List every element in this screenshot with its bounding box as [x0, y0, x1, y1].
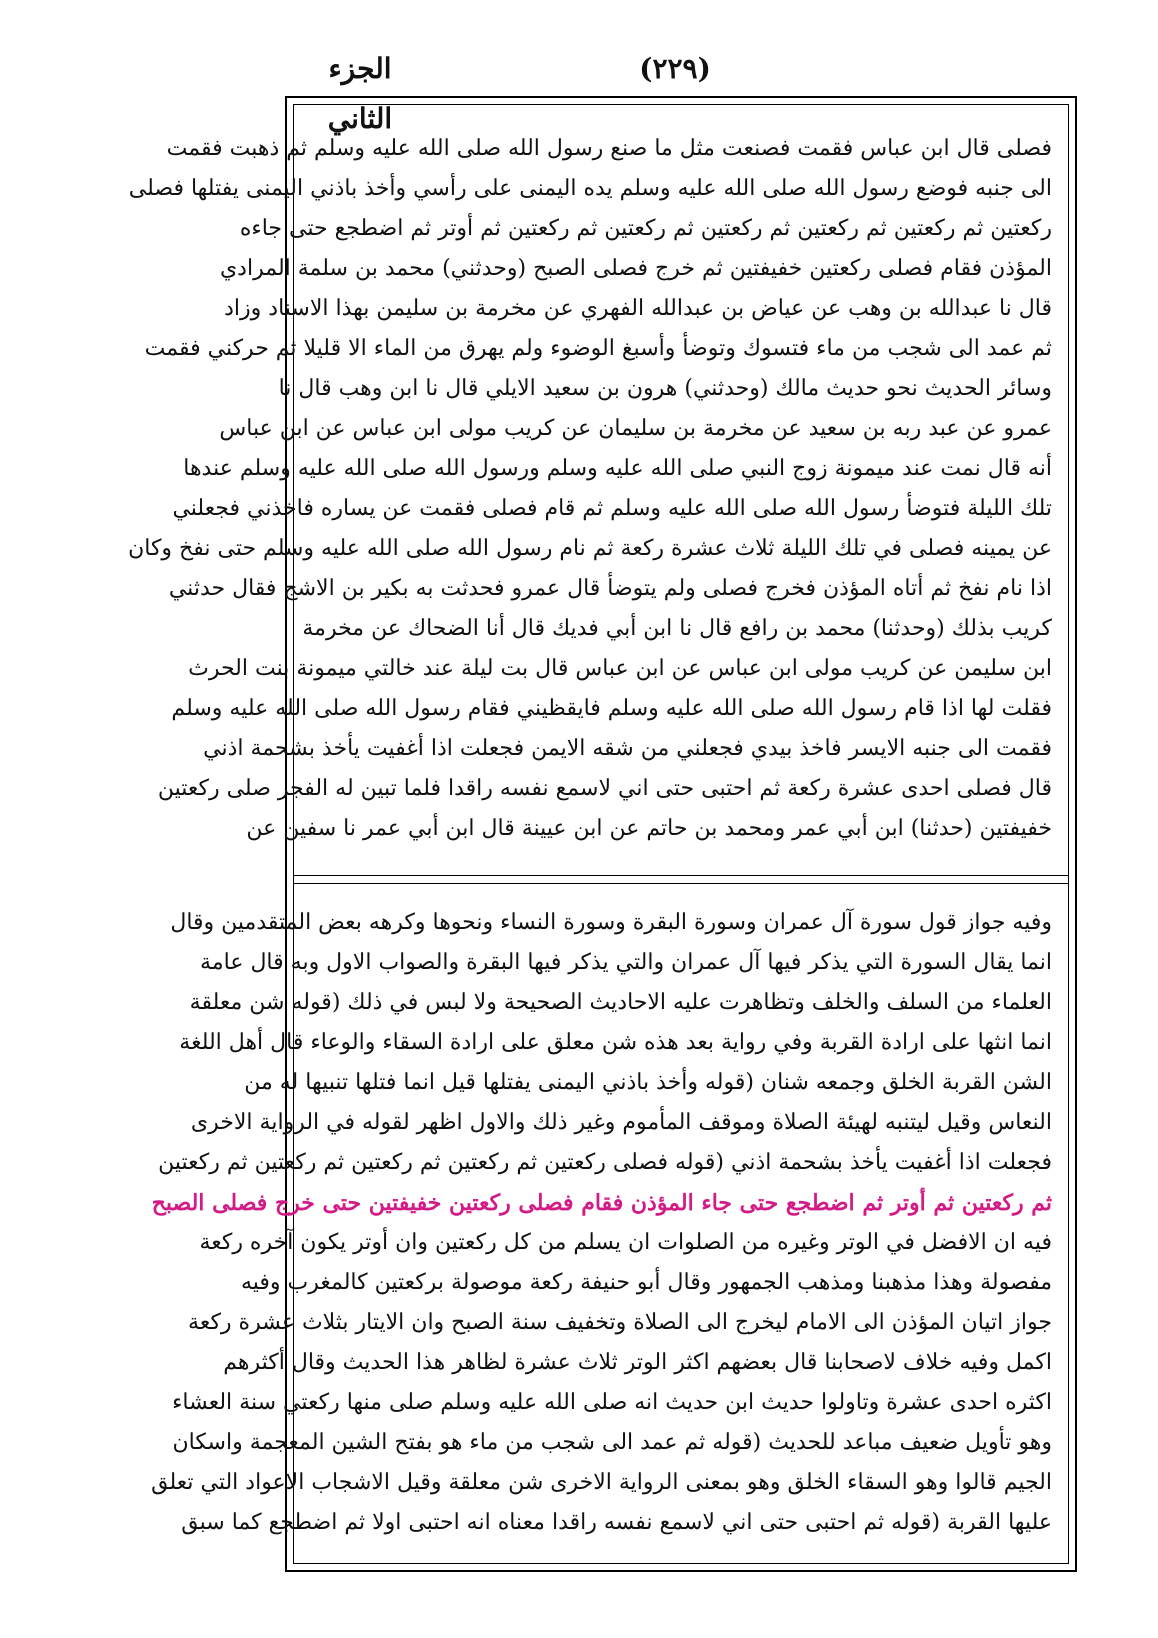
main-text-line: اذا نام نفخ ثم أتاه المؤذن فخرج فصلى ولم يتوضأ قال عمرو فحدثت به بكير بن الاشج فقال حدثني — [168, 576, 1052, 601]
commentary-line: جواز اتيان المؤذن الى الامام ليخرج الى الصلاة وتخفيف سنة الصبح وان الايتار بثلاث عشرة ركعة — [188, 1310, 1052, 1335]
main-text-line: ركعتين ثم ركعتين ثم ركعتين ثم ركعتين ثم ركعتين ثم ركعتين ثم أوتر ثم اضطجع حتى جاءه — [239, 216, 1052, 241]
commentary-line: النعاس وقيل ليتنبه لهيئة الصلاة وموقف المأموم وغير ذلك والاول اظهر لقوله في الرواية الاخرى — [190, 1110, 1052, 1135]
main-text-line: تلك الليلة فتوضأ رسول الله صلى الله عليه وسلم ثم قام فصلى فقمت عن يساره فاخذني فجعلني — [172, 496, 1052, 521]
commentary-text — [151, 903, 1052, 1563]
commentary-line: اكمل وفيه خلاف لاصحابنا قال بعضهم اكثر الوتر ثلاث عشرة لظاهر هذا الحديث وقال أكثرهم — [223, 1350, 1052, 1375]
commentary-line: فيه ان الافضل في الوتر وغيره من الصلوات ان يسلم من كل ركعتين وان أوتر يكون آخره ركعة — [199, 1230, 1052, 1255]
commentary-line: مفصولة وهذا مذهبنا ومذهب الجمهور وقال أبو حنيفة ركعة موصولة بركعتين كالمغرب وفيه — [240, 1270, 1052, 1295]
commentary-line: العلماء من السلف والخلف وتظاهرت عليه الاحاديث الصحيحة ولا لبس في ذلك (قوله شن معلقة — [189, 990, 1052, 1015]
main-text-line: قال فصلى احدى عشرة ركعة ثم احتبى حتى اني لاسمع نفسه راقدا فلما تبين له الفجر صلى ركعتين — [157, 776, 1052, 801]
part-title: الجزء الثاني — [327, 52, 393, 135]
section-divider — [294, 875, 1068, 884]
main-text-line: خفيفتين (حدثنا) ابن أبي عمر ومحمد بن حاتم عن ابن عيينة قال ابن أبي عمر نا سفين عن — [246, 816, 1052, 841]
commentary-line: فجعلت اذا أغفيت يأخذ بشحمة اذني (قوله فصلى ركعتين ثم ركعتين ثم ركعتين ثم ركعتين ثم ركعتين — [158, 1150, 1052, 1175]
commentary-line: انما انثها على ارادة القربة وفي رواية بعد هذه شن معلق على ارادة السقاء والوعاء قال أهل اللغة — [179, 1030, 1052, 1055]
page-frame-inner — [128, 104, 1069, 1564]
hadith-main-text — [128, 129, 1052, 869]
main-text-line: فقلت لها اذا قام رسول الله صلى الله عليه وسلم فايقظيني فقام رسول الله صلى الله عليه وسلم — [171, 696, 1052, 721]
commentary-line: انما يقال السورة التي يذكر فيها آل عمران والتي يذكر فيها البقرة والصواب الاول وبه قال عامة — [200, 950, 1052, 975]
main-text-line: كريب بذلك (وحدثنا) محمد بن رافع قال نا ابن أبي فديك قال أنا الضحاك عن مخرمة — [302, 616, 1052, 641]
commentary-line: الجيم قالوا وهو السقاء الخلق وهو بمعنى الرواية الاخرى شن معلقة وقيل الاشجاب الاعواد التي تعلق — [151, 1470, 1052, 1495]
main-text-line: ابن سليمن عن كريب مولى ابن عباس عن ابن عباس قال بت ليلة عند خالتي ميمونة بنت الحرث — [188, 656, 1052, 681]
main-text-line: عمرو عن عبد ربه بن سعيد عن مخرمة بن سليمان عن كريب مولى ابن عباس عن ابن عباس — [219, 416, 1052, 441]
main-text-line: المؤذن فقام فصلى ركعتين خفيفتين ثم خرج فصلى الصبح (وحدثني) محمد بن سلمة المرادي — [219, 256, 1052, 281]
main-text-line: قال نا عبدالله بن وهب عن عياض بن عبدالله الفهري عن مخرمة بن سليمن بهذا الاسناد وزاد — [224, 296, 1052, 321]
main-text-line: عن يمينه فصلى في تلك الليلة ثلاث عشرة ركعة ثم نام رسول الله صلى الله عليه وسلم حتى نفخ وكان — [128, 536, 1052, 561]
commentary-line: وهو تأويل ضعيف مباعد للحديث (قوله ثم عمد الى شجب من ماء هو بفتح الشين المعجمة واسكان — [172, 1430, 1052, 1455]
page-frame — [128, 96, 1077, 1572]
main-text-line: أنه قال نمت عند ميمونة زوج النبي صلى الله عليه وسلم ورسول الله صلى الله عليه وسلم عندها — [183, 456, 1052, 481]
main-text-line: فصلى قال ابن عباس فقمت فصنعت مثل ما صنع رسول الله صلى الله عليه وسلم ثم ذهبت فقمت — [166, 136, 1052, 161]
commentary-line: وفيه جواز قول سورة آل عمران وسورة البقرة وسورة النساء ونحوها وكرهه بعض المتقدمين وقال — [170, 910, 1052, 935]
commentary-line: الشن القربة الخلق وجمعه شنان (قوله وأخذ باذني اليمنى يفتلها قيل انما فتلها تنبيها له من — [244, 1070, 1052, 1095]
page-number: (٢٢٩) — [639, 52, 711, 85]
commentary-line-highlighted: ثم ركعتين ثم أوتر ثم اضطجع حتى جاء المؤذن فقام فصلى ركعتين خفيفتين حتى خرج فصلى الصبح — [151, 1190, 1052, 1216]
main-text-line: ثم عمد الى شجب من ماء فتسوك وتوضأ وأسبغ الوضوء ولم يهرق من الماء الا قليلا ثم حركني فقمت — [144, 336, 1052, 361]
commentary-line: اكثره احدى عشرة وتاولوا حديث ابن حديث انه صلى الله عليه وسلم صلى منها ركعتي سنة العشاء — [172, 1390, 1052, 1415]
commentary-line: عليها القربة (قوله ثم احتبى حتى اني لاسمع نفسه راقدا معناه انه احتبى اولا ثم اضطجع كما سبق — [181, 1510, 1052, 1535]
main-text-line: فقمت الى جنبه الايسر فاخذ بيدي فجعلني من شقه الايمن فجعلت اذا أغفيت يأخذ بشحمة اذني — [203, 736, 1052, 761]
main-text-line: وسائر الحديث نحو حديث مالك (وحدثني) هرون بن سعيد الايلي قال نا ابن وهب قال نا — [278, 376, 1052, 401]
main-text-line: الى جنبه فوضع رسول الله صلى الله عليه وسلم يده اليمنى على رأسي وأخذ باذني اليمنى يفتلها فصلى — [128, 176, 1052, 201]
